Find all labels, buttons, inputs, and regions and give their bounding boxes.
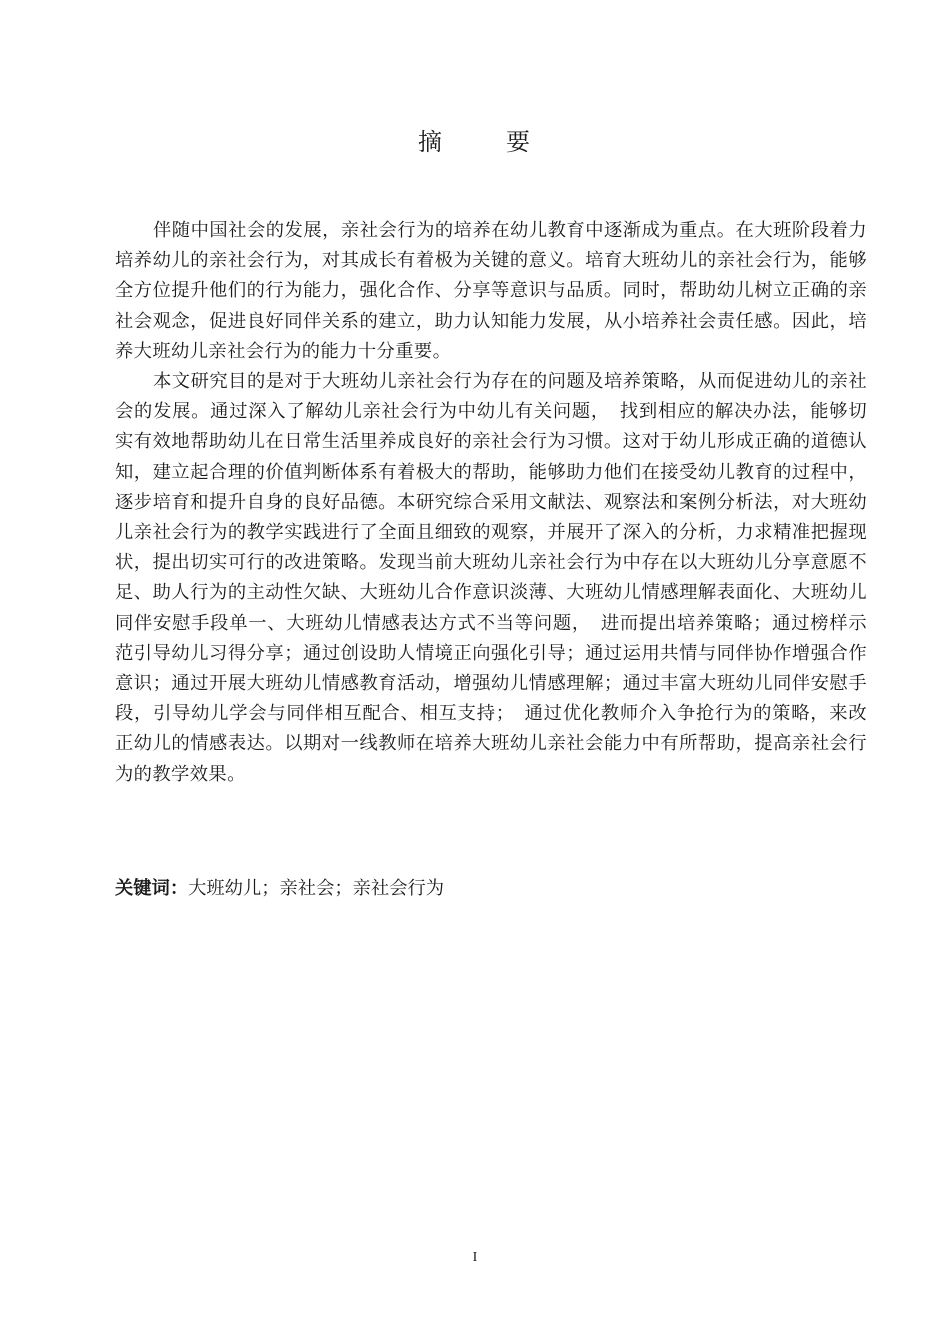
abstract-paragraph-1: 伴随中国社会的发展，亲社会行为的培养在幼儿教育中逐渐成为重点。在大班阶段着力培养幼儿的亲社会行为，对其成长有着极为关键的意义。培育大班幼儿的亲社会行为，能够全方位提升他们的行为能力，强化合作、分享等意识与品质。同时，帮助幼儿树立正确的亲社会观念，促进良好同伴关系的建立，助力认知能力发展，从小培养社会责任感。因此，培养大班幼儿亲社会行为的能力十分重要。 [115, 220, 867, 362]
keywords-value: 大班幼儿；亲社会；亲社会行为 [188, 878, 445, 899]
abstract-paragraph-2: 本文研究目的是对于大班幼儿亲社会行为存在的问题及培养策略，从而促进幼儿的亲社会的发展。通过深入了解幼儿亲社会行为中幼儿有关问题， 找到相应的解决办法，能够切实有效地帮助幼儿在日常生活里养成良好的亲社会行为习惯。这对于幼儿形成正确的道德认知，建立起合理的价值判断体系有着极大的帮助，能够助力他们在接受幼儿教育的过程中，逐步培育和提升自身的良好品德。本研究综合采用文献法、观察法和案例分析法，对大班幼儿亲社会行为的教学实践进行了全面且细致的观察，并展开了深入的分析，力求精准把握现状，提出切实可行的改进策略。发现当前大班幼儿亲社会行为中存在以大班幼儿分享意愿不足、助人行为的主动性欠缺、大班幼儿合作意识淡薄、大班幼儿情感理解表面化、大班幼儿同伴安慰手段单一、大班幼儿情感表达方式不当等问题， 进而提出培养策略；通过榜样示范引导幼儿习得分享；通过创设助人情境正向强化引导；通过运用共情与同伴协作增强合作意识；通过开展大班幼儿情感教育活动，增强幼儿情感理解；通过丰富大班幼儿同伴安慰手段，引导幼儿学会与同伴相互配合、相互支持； 通过优化教师介入争抢行为的策略，来改正幼儿的情感表达。以期对一线教师在培养大班幼儿亲社会能力中有所帮助，提高亲社会行为的教学效果。 [115, 371, 867, 785]
page-number: I [472, 1250, 478, 1265]
keywords-label: 关键词： [115, 878, 189, 899]
page-title: 摘 要 [418, 128, 550, 156]
abstract-body [115, 216, 867, 790]
keywords-line [115, 874, 444, 900]
